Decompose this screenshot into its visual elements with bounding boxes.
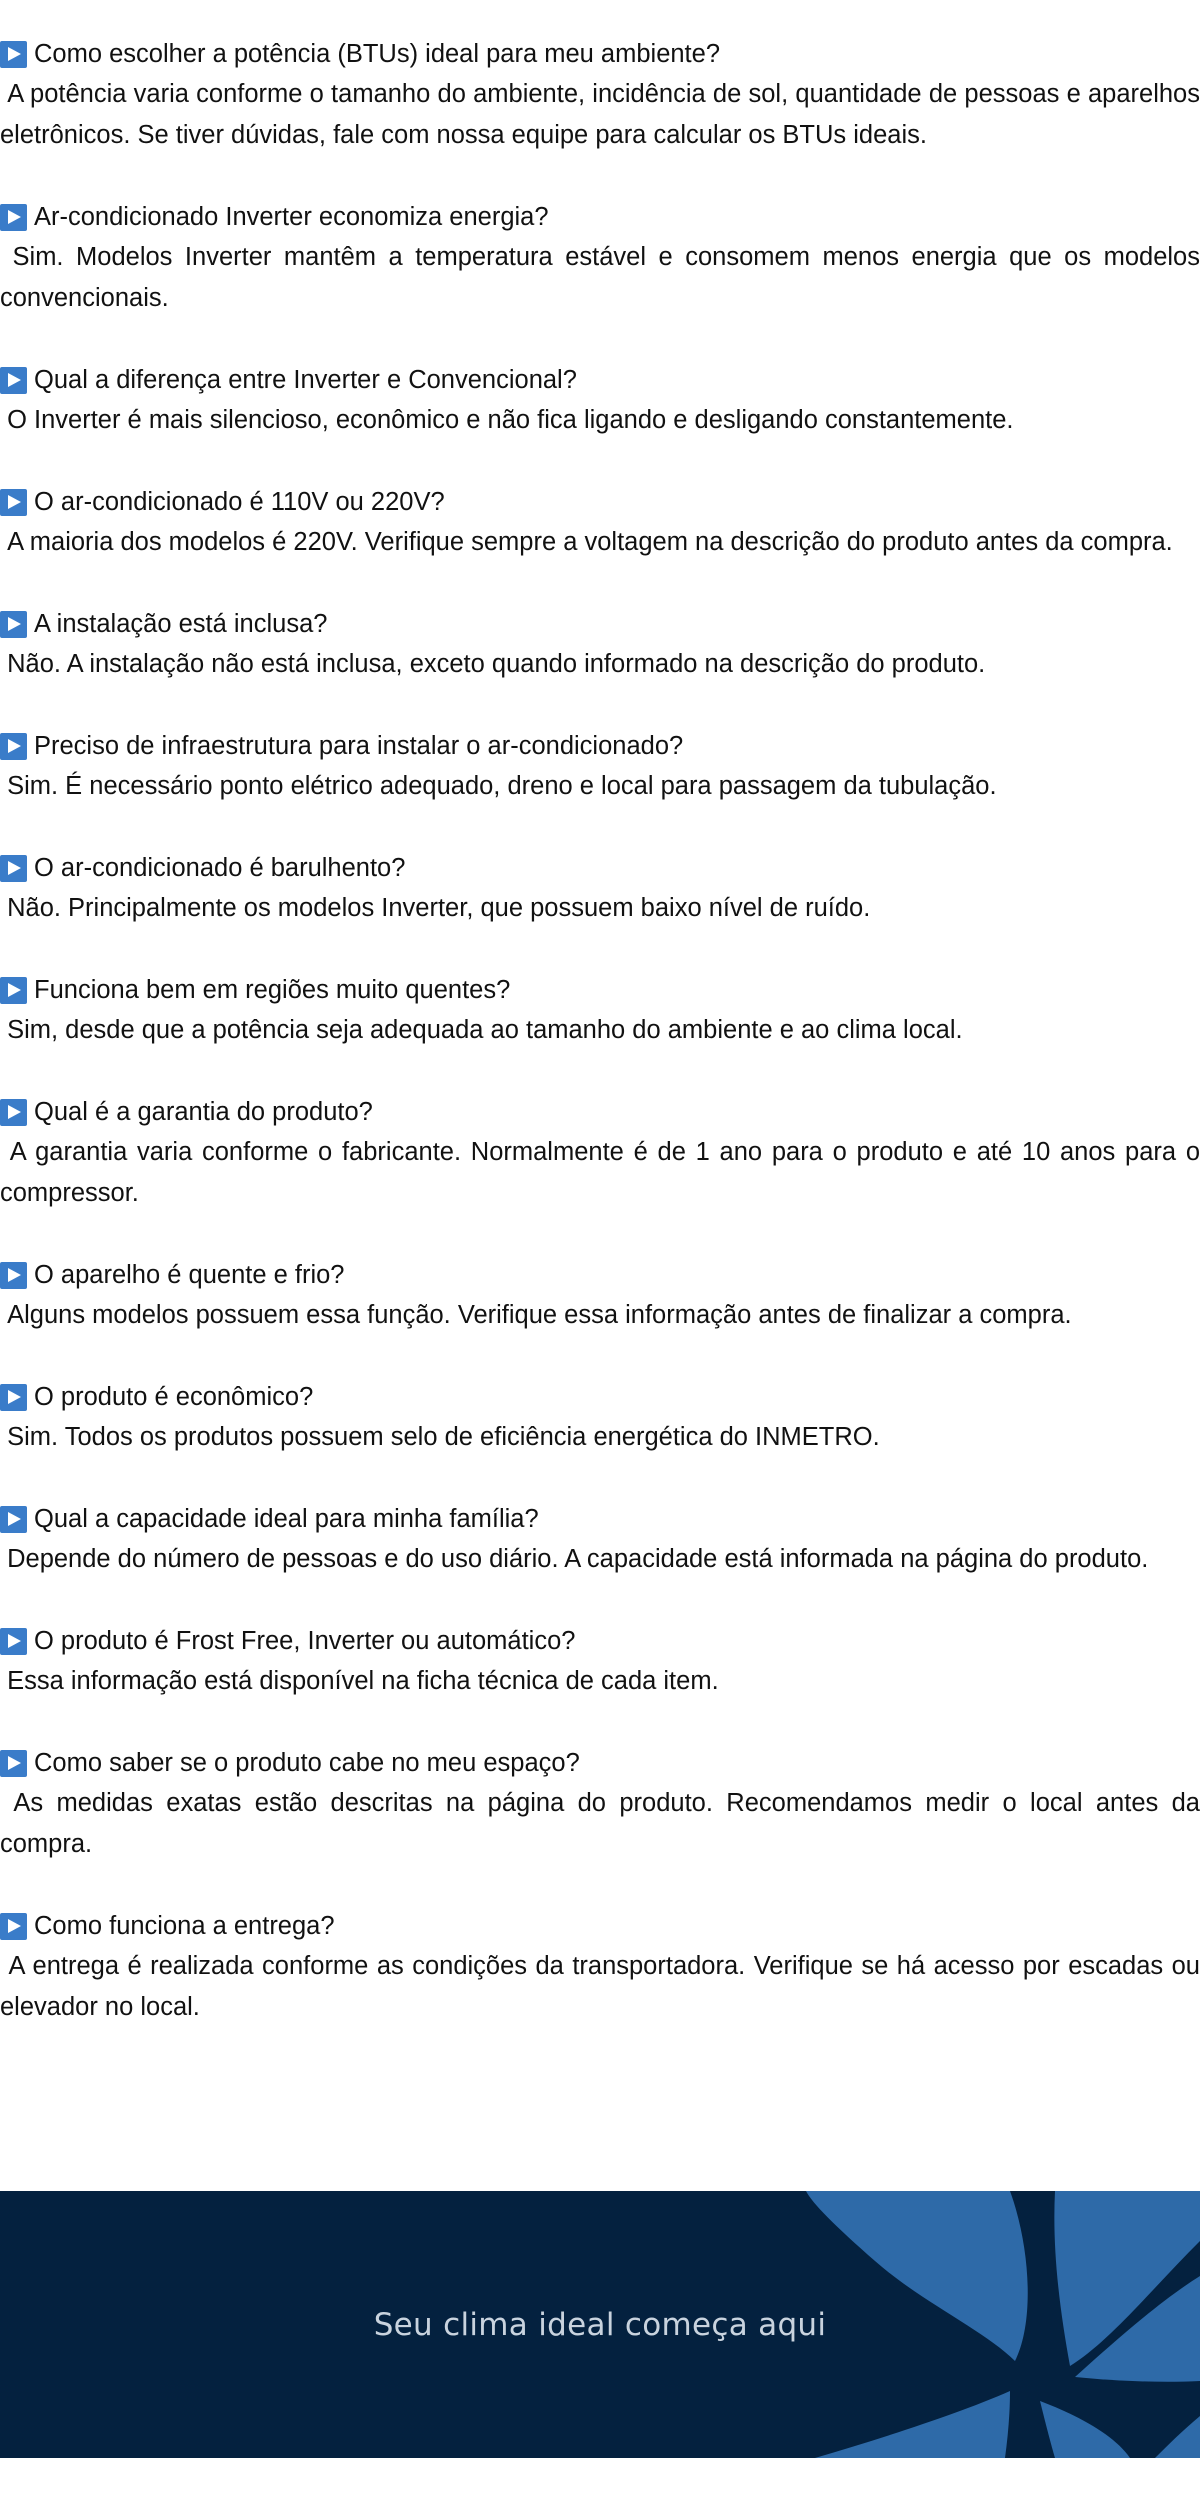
faq-question: Como escolher a potência (BTUs) ideal para meu ambiente?: [34, 40, 721, 68]
faq-item: [0, 604, 1200, 685]
faq-item: [0, 1377, 1200, 1458]
play-arrow-icon: [0, 1099, 27, 1126]
faq-question: Como funciona a entrega?: [34, 1912, 335, 1940]
faq-item: [0, 1743, 1200, 1865]
faq-answer: Sim. Modelos Inverter mantêm a temperatura estável e consomem menos energia que os modelos convencionais.: [0, 243, 1200, 312]
play-arrow-icon: [0, 855, 27, 882]
faq-question: O produto é econômico?: [34, 1383, 314, 1411]
play-arrow-icon: [0, 1262, 27, 1289]
faq-question: Ar-condicionado Inverter economiza energia?: [34, 203, 549, 231]
play-arrow-icon: [0, 41, 27, 68]
faq-answer: A entrega é realizada conforme as condições da transportadora. Verifique se há acesso por escadas ou elevador no local.: [0, 1952, 1200, 2021]
faq-question: O ar-condicionado é 110V ou 220V?: [34, 488, 445, 516]
faq-item: [0, 1092, 1200, 1214]
footer-banner: [0, 2191, 1200, 2458]
faq-item: [0, 848, 1200, 929]
faq-item: [0, 1499, 1200, 1580]
faq-question: A instalação está inclusa?: [34, 610, 328, 638]
faq-answer: Sim. É necessário ponto elétrico adequado, dreno e local para passagem da tubulação.: [7, 772, 997, 800]
faq-answer: Sim. Todos os produtos possuem selo de eficiência energética do INMETRO.: [7, 1423, 880, 1451]
faq-answer: A maioria dos modelos é 220V. Verifique sempre a voltagem na descrição do produto antes da compra.: [7, 528, 1173, 556]
faq-answer: A garantia varia conforme o fabricante. Normalmente é de 1 ano para o produto e até 10 anos para o compressor.: [0, 1138, 1200, 1207]
faq-answer: Não. Principalmente os modelos Inverter, que possuem baixo nível de ruído.: [7, 894, 871, 922]
faq-item: [0, 1621, 1200, 1702]
faq-item: [0, 970, 1200, 1051]
faq-question: Preciso de infraestrutura para instalar o ar-condicionado?: [34, 732, 684, 760]
faq-answer: Depende do número de pessoas e do uso diário. A capacidade está informada na página do produto.: [7, 1545, 1149, 1573]
faq-list: [0, 34, 1200, 2069]
faq-item: [0, 726, 1200, 807]
faq-question: O aparelho é quente e frio?: [34, 1261, 345, 1289]
faq-answer: Não. A instalação não está inclusa, exceto quando informado na descrição do produto.: [7, 650, 986, 678]
banner-tagline: Seu clima ideal começa aqui: [373, 2306, 827, 2343]
faq-item: [0, 482, 1200, 563]
faq-question: Qual a diferença entre Inverter e Convencional?: [34, 366, 577, 394]
faq-item: [0, 1255, 1200, 1336]
faq-item: [0, 197, 1200, 319]
play-arrow-icon: [0, 1384, 27, 1411]
play-arrow-icon: [0, 733, 27, 760]
faq-answer: Essa informação está disponível na ficha técnica de cada item.: [7, 1667, 719, 1695]
faq-item: [0, 360, 1200, 441]
faq-question: Funciona bem em regiões muito quentes?: [34, 976, 511, 1004]
play-arrow-icon: [0, 611, 27, 638]
play-arrow-icon: [0, 1750, 27, 1777]
faq-question: O produto é Frost Free, Inverter ou automático?: [34, 1627, 576, 1655]
faq-answer: O Inverter é mais silencioso, econômico e não fica ligando e desligando constantemente.: [7, 406, 1014, 434]
faq-item: [0, 1906, 1200, 2028]
faq-question: Qual a capacidade ideal para minha família?: [34, 1505, 539, 1533]
faq-answer: A potência varia conforme o tamanho do ambiente, incidência de sol, quantidade de pessoas e aparelhos eletrônicos. Se tiver dúvidas, fale com nossa equipe para calcular os BTUs ideais.: [0, 80, 1200, 149]
faq-question: O ar-condicionado é barulhento?: [34, 854, 406, 882]
play-arrow-icon: [0, 977, 27, 1004]
faq-answer: Sim, desde que a potência seja adequada ao tamanho do ambiente e ao clima local.: [7, 1016, 963, 1044]
play-arrow-icon: [0, 1628, 27, 1655]
faq-question: Como saber se o produto cabe no meu espaço?: [34, 1749, 580, 1777]
faq-answer: As medidas exatas estão descritas na página do produto. Recomendamos medir o local antes da compra.: [0, 1789, 1200, 1858]
faq-answer: Alguns modelos possuem essa função. Verifique essa informação antes de finalizar a compra.: [7, 1301, 1072, 1329]
play-arrow-icon: [0, 489, 27, 516]
faq-question: Qual é a garantia do produto?: [34, 1098, 373, 1126]
faq-item: [0, 34, 1200, 156]
play-arrow-icon: [0, 367, 27, 394]
play-arrow-icon: [0, 204, 27, 231]
play-arrow-icon: [0, 1913, 27, 1940]
play-arrow-icon: [0, 1506, 27, 1533]
